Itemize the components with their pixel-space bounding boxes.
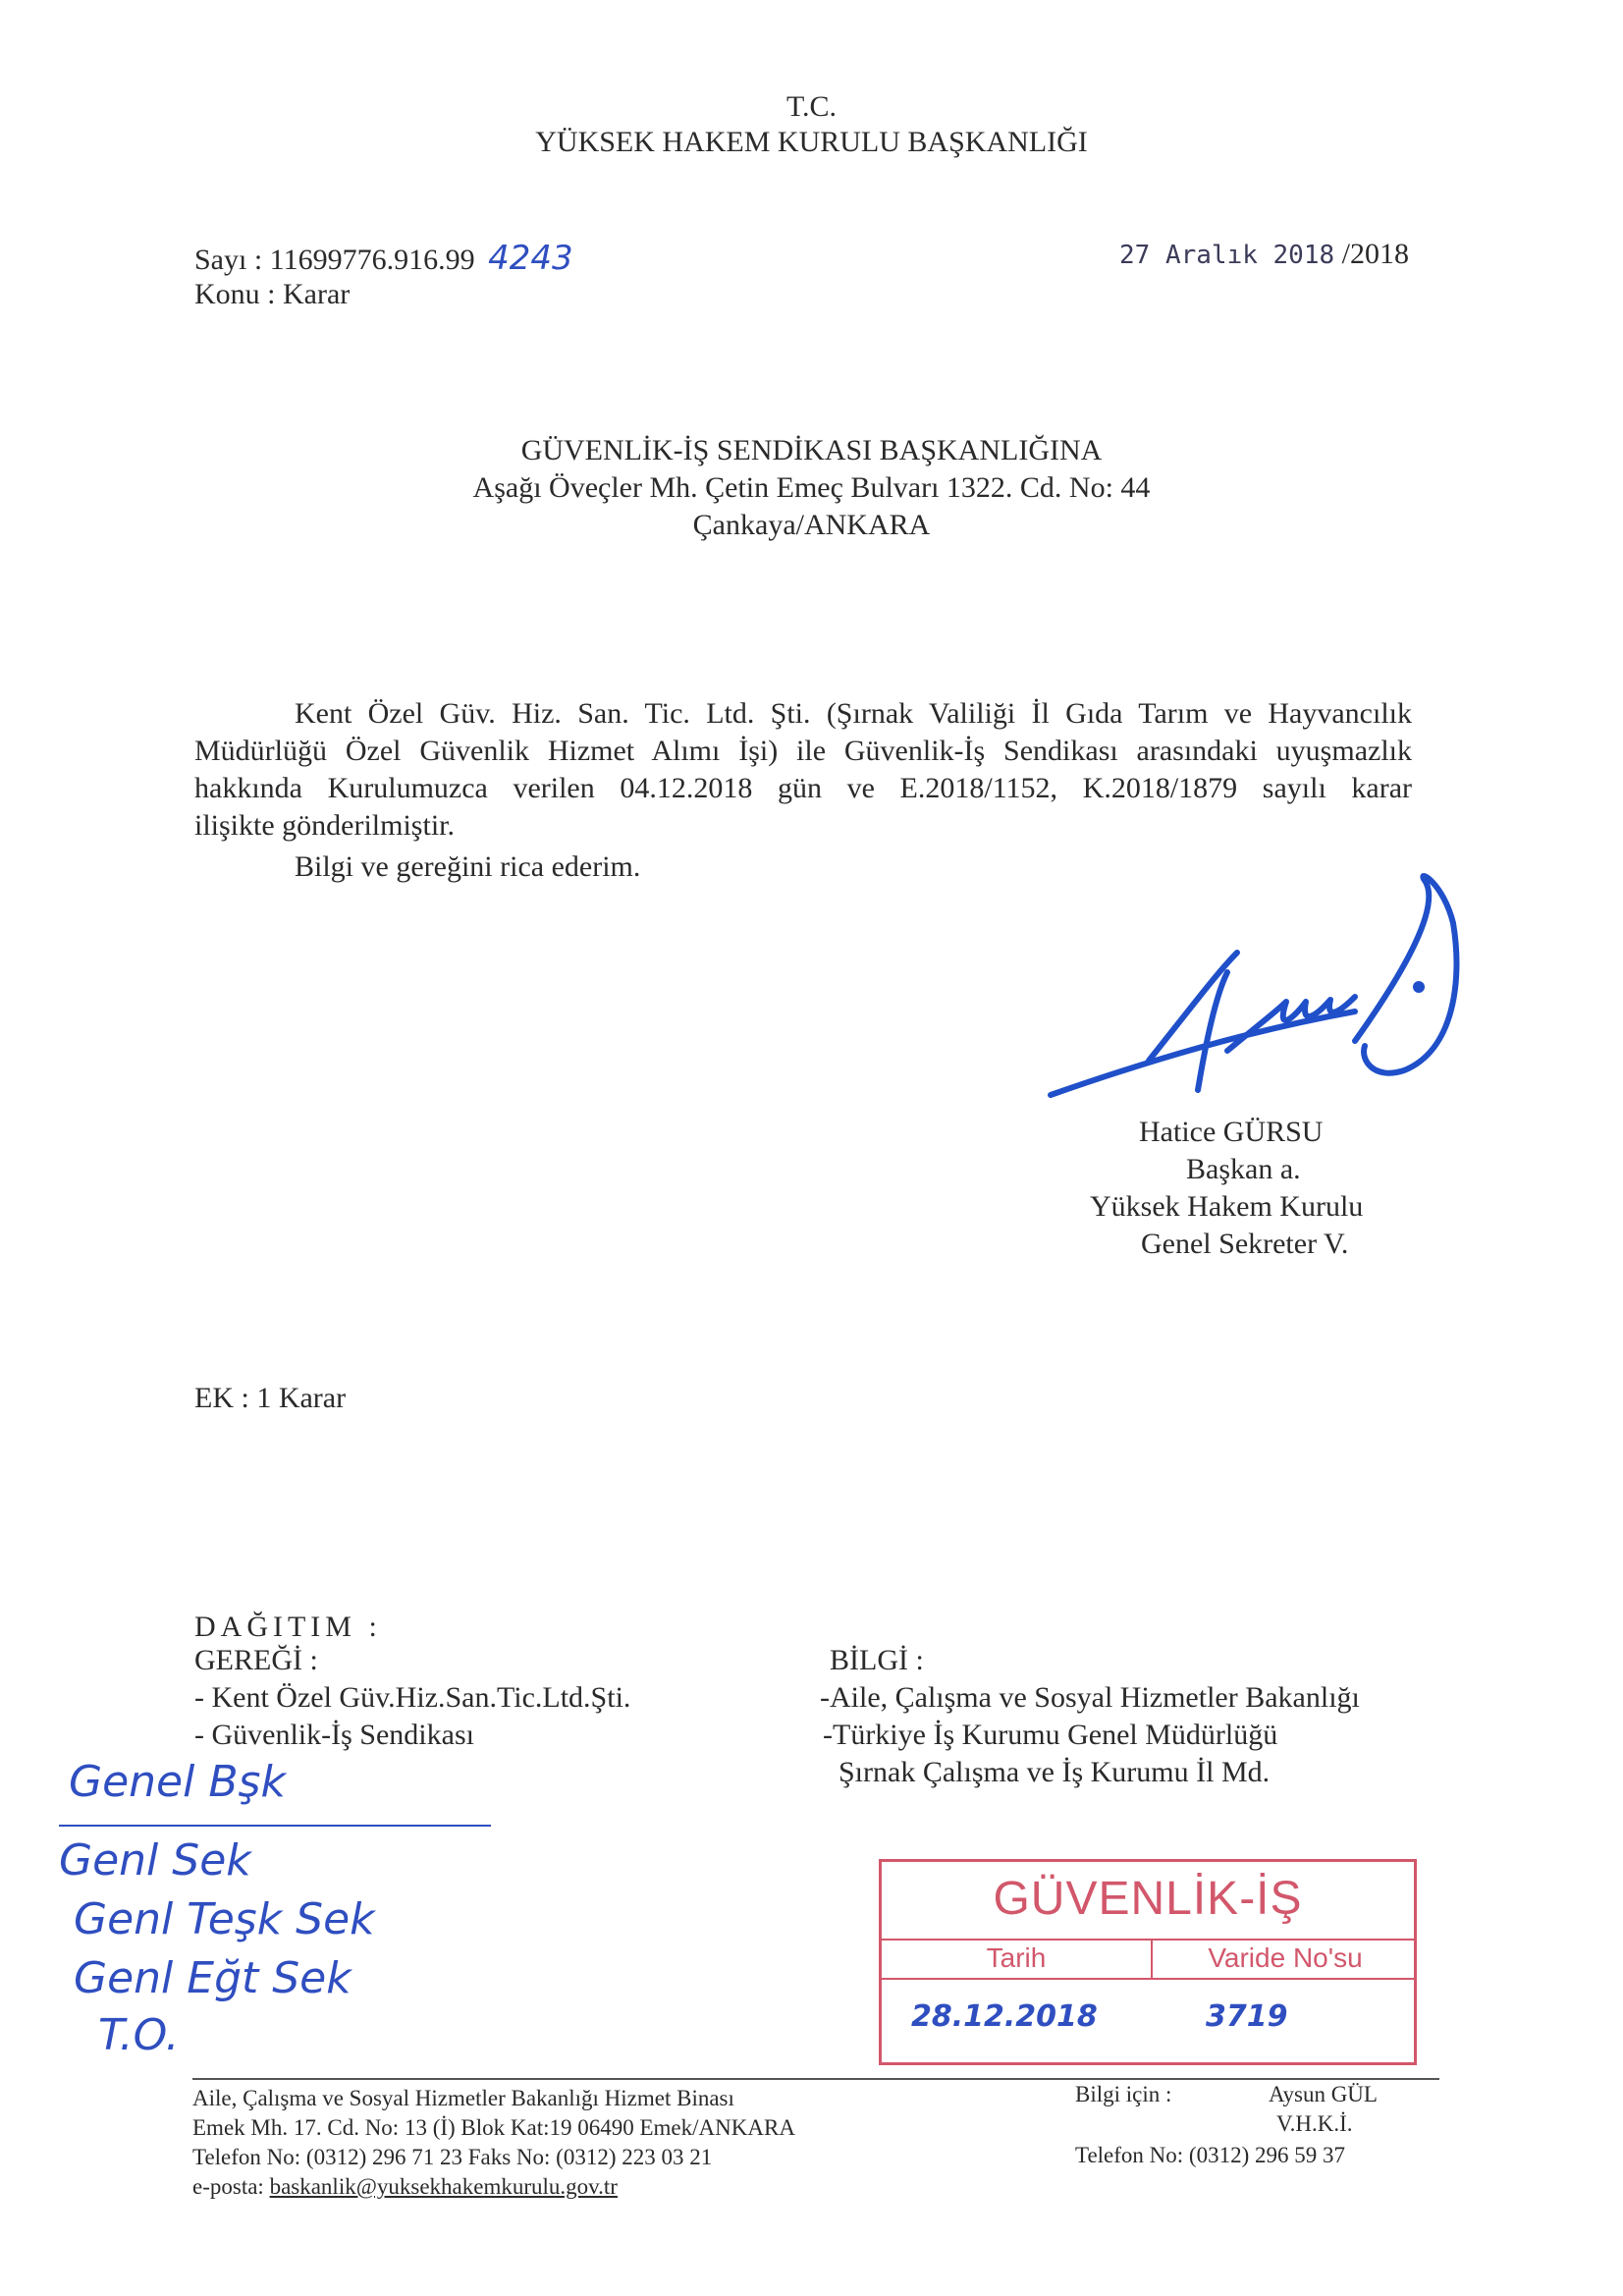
body-line: hakkında Kurulumuzca verilen 04.12.2018 gün ve E.2018/1152, K.2018/1879 sayılı karar <box>194 772 1412 804</box>
date-row <box>1119 236 1409 274</box>
konu-row <box>194 276 350 313</box>
stamp-varide-value: 3719 <box>1206 1999 1288 2034</box>
recipient-address: Aşağı Öveçler Mh. Çetin Emeç Bulvarı 1322. Cd. No: 44 <box>472 471 1151 504</box>
footer-contact-title: V.H.K.İ. <box>1276 2111 1353 2136</box>
stamp-divider <box>882 1939 1414 1941</box>
recipient-city: Çankaya/ANKARA <box>692 509 931 541</box>
footer-divider <box>192 2078 1439 2080</box>
distribution-heading: DAĞITIM : <box>194 1611 382 1643</box>
bilgi-label: BİLGİ : <box>830 1644 924 1676</box>
footer-email-link[interactable]: baskanlik@yuksekhakemkurulu.gov.tr <box>269 2174 618 2199</box>
sayi-label: Sayı <box>194 244 247 276</box>
body-line: Kent Özel Güv. Hiz. San. Tic. Ltd. Şti. (Şırnak Valiliği İl Gıda Tarım ve Hayvancılık <box>295 697 1412 730</box>
footer-address-1: Aile, Çalışma ve Sosyal Hizmetler Bakanlığı Hizmet Binası <box>192 2086 734 2110</box>
signer-title-3: Genel Sekreter V. <box>1141 1228 1349 1260</box>
sayi-handwritten: 4243 <box>488 239 573 278</box>
stamp-tarih-label: Tarih <box>986 1942 1047 1973</box>
handwritten-note: Genel Bşk <box>69 1757 286 1807</box>
closing-request: Bilgi ve gereğini rica ederim. <box>295 850 641 883</box>
geregi-item: - Kent Özel Güv.Hiz.San.Tic.Ltd.Şti. <box>194 1681 631 1714</box>
handwritten-note: Genl Teşk Sek <box>74 1894 375 1944</box>
footer-email-row <box>192 2172 618 2202</box>
footer-info-label: Bilgi için : <box>1075 2082 1172 2106</box>
konu-label: Konu <box>194 278 260 310</box>
date-stamp: 27 Aralık 2018 <box>1119 241 1335 270</box>
body-line: ilişikte gönderilmiştir. <box>194 809 455 842</box>
attachment-line: EK : 1 Karar <box>194 1382 347 1414</box>
handwritten-note: T.O. <box>98 2010 180 2060</box>
stamp-varide-label: Varide No'su <box>1208 1942 1363 1973</box>
sayi-value: : 11699776.916.99 <box>253 244 475 276</box>
signer-title-1: Başkan a. <box>1186 1153 1301 1185</box>
signer-title-2: Yüksek Hakem Kurulu <box>1090 1190 1364 1223</box>
bilgi-item: -Aile, Çalışma ve Sosyal Hizmetler Bakanlığı <box>820 1681 1360 1714</box>
handwritten-note: Genl Sek <box>59 1835 251 1886</box>
geregi-label: GEREĞİ : <box>194 1644 318 1676</box>
header-tc: T.C. <box>785 90 838 123</box>
body-paragraph <box>194 695 1412 845</box>
handwritten-note: Genl Eğt Sek <box>74 1953 352 2003</box>
footer-contact-name: Aysun GÜL <box>1269 2082 1378 2106</box>
sayi-row <box>194 240 573 279</box>
date-suffix: /2018 <box>1341 238 1409 270</box>
bilgi-item: Şırnak Çalışma ve İş Kurumu İl Md. <box>839 1756 1271 1788</box>
signature-graphic <box>1031 864 1502 1120</box>
stamp-tarih-value: 28.12.2018 <box>911 1999 1098 2034</box>
received-stamp <box>879 1859 1417 2065</box>
konu-value: : Karar <box>267 278 351 310</box>
body-line: Müdürlüğü Özel Güvenlik Hizmet Alımı İşi) ile Güvenlik-İş Sendikası arasındaki uyuşmazlık <box>194 735 1412 767</box>
stamp-title: GÜVENLİK-İŞ <box>993 1873 1303 1925</box>
signer-name: Hatice GÜRSU <box>1139 1116 1324 1148</box>
geregi-item: - Güvenlik-İş Sendikası <box>194 1719 474 1751</box>
recipient-name: GÜVENLİK-İŞ SENDİKASI BAŞKANLIĞINA <box>520 434 1103 466</box>
stamp-divider <box>882 1978 1414 1980</box>
footer-address-2: Emek Mh. 17. Cd. No: 13 (İ) Blok Kat:19 06490 Emek/ANKARA <box>192 2115 795 2140</box>
footer-email-label: e-posta: <box>192 2174 264 2199</box>
handwritten-underline <box>59 1825 491 1827</box>
footer-phone: Telefon No: (0312) 296 71 23 Faks No: (0312) 223 03 21 <box>192 2145 713 2169</box>
bilgi-item: -Türkiye İş Kurumu Genel Müdürlüğü <box>823 1719 1278 1751</box>
header-institution: YÜKSEK HAKEM KURULU BAŞKANLIĞI <box>535 126 1088 158</box>
footer-contact-phone: Telefon No: (0312) 296 59 37 <box>1075 2143 1345 2167</box>
